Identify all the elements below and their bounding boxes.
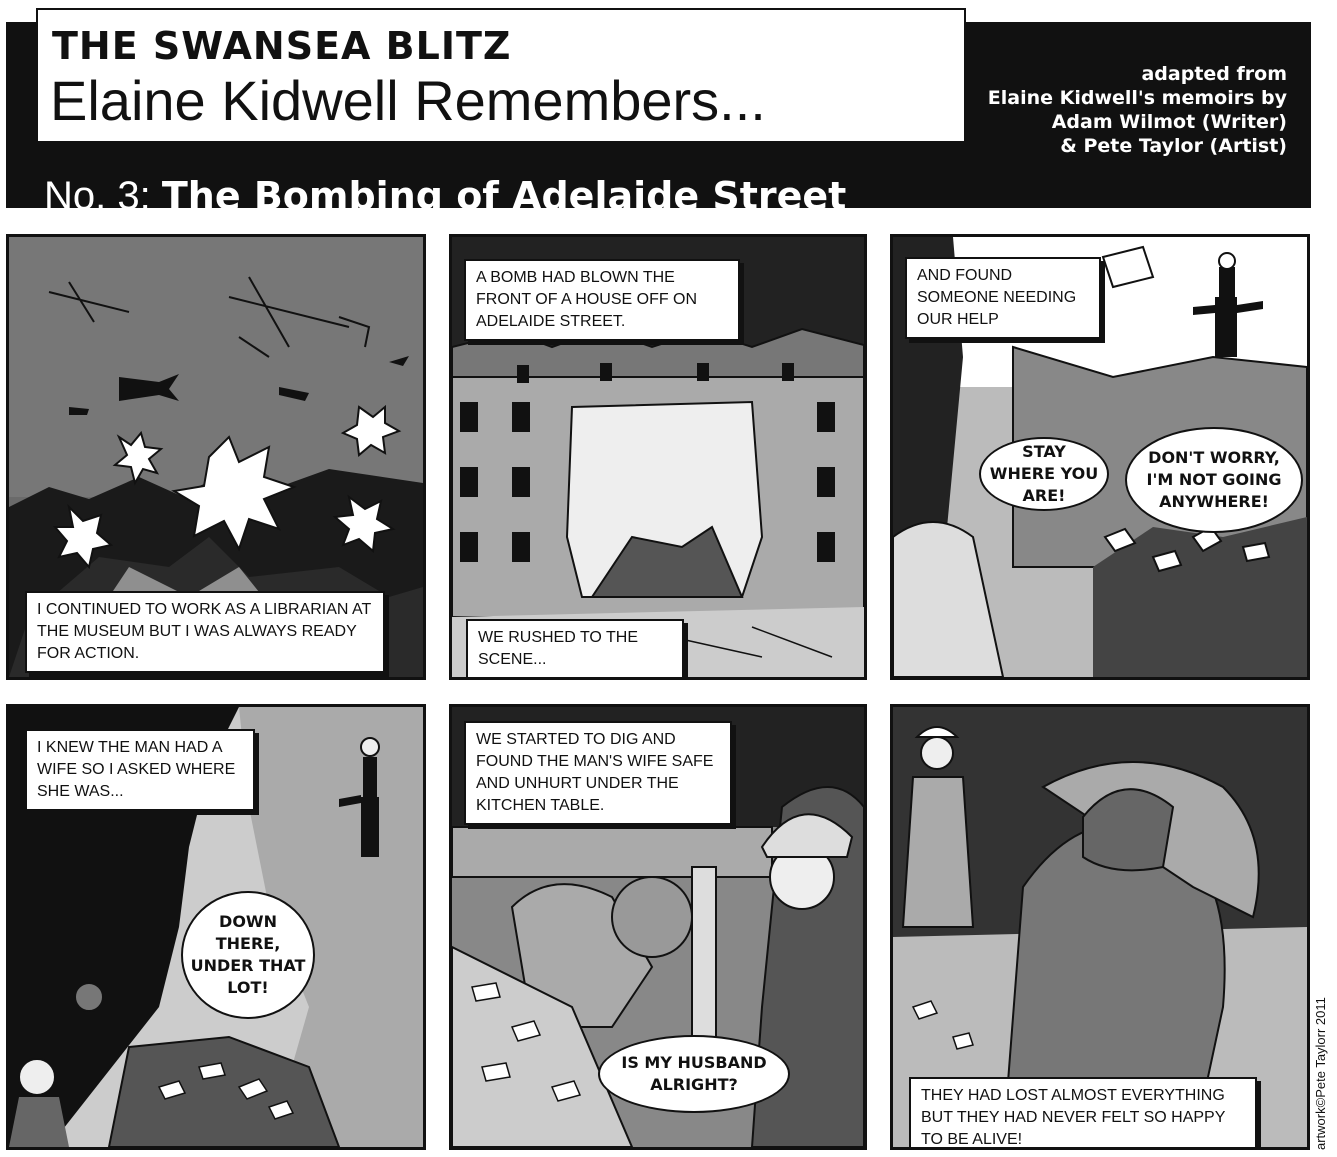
panel-4	[6, 704, 426, 1150]
credit-line: adapted from	[1141, 63, 1287, 85]
speech-bubble: DON'T WORRY, I'M NOT GOING ANYWHERE!	[1125, 427, 1303, 533]
title-box	[36, 8, 966, 143]
caption-box-bottom: WE RUSHED TO THE SCENE...	[466, 619, 684, 679]
caption-box-top: A BOMB HAD BLOWN THE FRONT OF A HOUSE OFF ON ADELAIDE STREET.	[464, 259, 740, 341]
caption-box: I CONTINUED TO WORK AS A LIBRARIAN AT THE MUSEUM BUT I WAS ALWAYS READY FOR ACTION.	[25, 591, 385, 673]
panel-1	[6, 234, 426, 680]
caption-box: AND FOUND SOMEONE NEEDING OUR HELP	[905, 257, 1101, 339]
series-title: THE SWANSEA BLITZ	[52, 24, 512, 68]
credits	[987, 62, 1287, 158]
artist-credit-text: artwork©Pete Taylorr 2011	[1313, 997, 1328, 1150]
episode-heading	[44, 174, 846, 219]
panel-5	[449, 704, 867, 1150]
panel-6	[890, 704, 1310, 1150]
panel-3	[890, 234, 1310, 680]
caption-box: WE STARTED TO DIG AND FOUND THE MAN'S WIFE SAFE AND UNHURT UNDER THE KITCHEN TABLE.	[464, 721, 732, 825]
caption-box: THEY HAD LOST ALMOST EVERYTHING BUT THEY HAD NEVER FELT SO HAPPY TO BE ALIVE!	[909, 1077, 1257, 1150]
speech-bubble: IS MY HUSBAND ALRIGHT?	[598, 1035, 790, 1113]
subtitle: Elaine Kidwell Remembers...	[50, 69, 766, 132]
credit-line: Elaine Kidwell's memoirs by	[987, 87, 1287, 109]
speech-bubble: STAY WHERE YOU ARE!	[979, 437, 1109, 511]
credit-line: & Pete Taylor (Artist)	[1060, 135, 1287, 157]
artist-credit	[1313, 960, 1333, 1150]
episode-number: No. 3:	[44, 174, 151, 218]
speech-bubble: DOWN THERE, UNDER THAT LOT!	[181, 891, 315, 1019]
credit-line: Adam Wilmot (Writer)	[1051, 111, 1287, 133]
caption-box: I KNEW THE MAN HAD A WIFE SO I ASKED WHERE SHE WAS...	[25, 729, 255, 811]
episode-title: The Bombing of Adelaide Street	[161, 174, 847, 218]
panel-2	[449, 234, 867, 680]
header-banner	[6, 22, 1311, 218]
